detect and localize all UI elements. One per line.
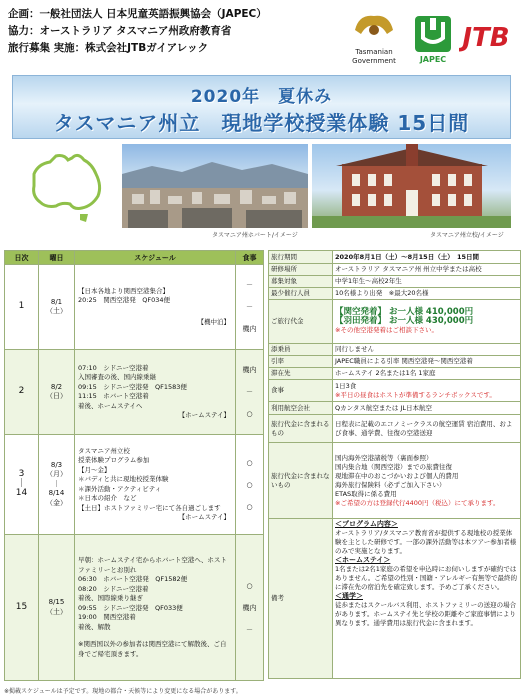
schedule-note: ※関西国以外の参加者は関西空港にて解散後、ご自身でご帰宅頂きます。	[78, 640, 227, 658]
svg-text:Government: Government	[352, 57, 396, 65]
organizer-line: 企画：一般社団法人 日本児童英語振興協会（JAPEC）	[8, 8, 267, 20]
schedule-line: ＊バディと共に現地校授業体験	[78, 475, 169, 483]
schedule-footnote: ※掲載スケジュールは予定です。現地の都合・天候等により変更になる場合があります。	[4, 688, 242, 695]
price-haneda: 【羽田発着】 お一人様 430,000円	[335, 316, 474, 326]
meal-dinner: ○	[246, 410, 253, 418]
meal-lunch: ○	[246, 480, 253, 489]
day-meals	[236, 535, 264, 681]
info-key: 食事	[269, 380, 333, 402]
meal-lunch: －	[246, 388, 253, 396]
schedule-line: 20:25 関西空港発 QF034便	[78, 296, 170, 305]
schedule-row	[5, 535, 264, 681]
info-value: 同行しません	[333, 344, 521, 356]
price-kansai: 【関空発着】 お一人様 410,000円	[335, 307, 474, 317]
day-date: 8/15 （土）	[39, 535, 75, 681]
info-value: 日程表に記載のエコノミークラスの航空運賃 宿泊費用、および食事、通学費、往復の空港送迎	[333, 415, 521, 443]
info-key: 備考	[269, 519, 333, 679]
day-meals	[236, 265, 264, 350]
schedule-line: 08:20 シドニー空港着	[78, 584, 149, 593]
schedule-line: 11:15 ホバート空港着	[78, 392, 149, 400]
schedule-line: 入国審査の後、国内線乗継	[78, 373, 156, 381]
day-meals	[236, 350, 264, 435]
schedule-stay-label: 【ホームステイ】	[178, 513, 230, 521]
schedule-stay-label: 【機中泊】	[197, 317, 230, 326]
day-number: 2	[5, 350, 39, 435]
info-key: 利用航空会社	[269, 402, 333, 415]
info-row	[269, 276, 521, 288]
day-schedule	[75, 535, 236, 681]
info-value: ホームステイ 2名または1名 1家庭	[333, 368, 521, 380]
info-row	[269, 356, 521, 368]
remarks-program-heading: ＜プログラム内容＞	[335, 520, 398, 528]
schedule-line: 07:10 シドニー空港着	[78, 363, 149, 372]
svg-text:Tasmanian: Tasmanian	[355, 48, 393, 56]
info-row	[269, 368, 521, 380]
info-value	[333, 519, 521, 679]
day-number: 1	[5, 265, 39, 350]
schedule-header-schedule: スケジュール	[75, 251, 236, 265]
logo-group	[343, 6, 513, 68]
schedule-line: 【土日】ホストファミリー宅にて各自過ごします	[78, 503, 221, 512]
schedule-stay-label: 【ホームステイ】	[178, 411, 230, 419]
operator-line: 旅行募集 実施：株式会社JTBガイアレック	[8, 42, 209, 54]
info-key: 滞在先	[269, 368, 333, 380]
meal-breakfast: ○	[246, 581, 253, 590]
day-schedule	[75, 265, 236, 350]
schedule-line: タスマニア州立校	[78, 446, 130, 455]
city-photo-caption: タスマニア州ホバート/イメージ	[212, 232, 298, 239]
schedule-table	[4, 250, 264, 681]
hobart-city-photo	[122, 144, 308, 228]
info-key: 最少催行人員	[269, 288, 333, 300]
info-row	[269, 402, 521, 415]
school-building-photo	[312, 144, 511, 228]
info-row	[269, 251, 521, 264]
meal-lunch: 機内	[242, 603, 257, 612]
info-row	[269, 288, 521, 300]
australia-map-image	[12, 144, 120, 228]
organizer-header	[8, 6, 348, 57]
day-number: 3 ｜ 14	[5, 435, 39, 535]
day-date: 8/3 （月） ｜ 8/14 （金）	[39, 435, 75, 535]
schedule-line: 着後、解散	[78, 622, 111, 631]
info-value: 2020年8月1日（土）～8月15日（土） 15日間	[333, 251, 521, 264]
schedule-line: 09:55 シドニー空港発 QF033便	[78, 603, 183, 612]
meal-dinner: －	[246, 625, 253, 634]
exclusion-line: ETAS取得に係る費用	[335, 489, 397, 498]
tasmanian-government-logo	[343, 6, 405, 68]
day-date: 8/1 （土）	[39, 265, 75, 350]
schedule-line: 【月～金】	[78, 465, 111, 474]
exclusion-line: 現地滞在中のおこづかいおよび個人的費用	[335, 471, 459, 480]
info-row	[269, 380, 521, 402]
banner-title-main: タスマニア州立 現地学校授業体験 15日間	[53, 111, 470, 135]
info-value	[333, 300, 521, 344]
remarks-homestay-heading: ＜ホームステイ＞	[335, 556, 391, 564]
exclusion-line: 海外旅行保険料（必ずご加入下さい）	[335, 480, 446, 489]
schedule-line: 着後、ホームステイへ	[78, 401, 143, 410]
schedule-line: 09:15 シドニー空港発 QF1583便	[78, 382, 187, 391]
info-value: 10名様より出発 ※最大20名様	[333, 288, 521, 300]
schedule-header-day: 日次	[5, 251, 39, 265]
japec-logo	[413, 14, 453, 64]
schedule-line: 早朝：ホームステイ宅からホバート空港へ、ホストファミリーとお別れ	[78, 556, 227, 574]
schedule-header-date: 曜日	[39, 251, 75, 265]
meal-breakfast: ○	[246, 458, 253, 467]
info-row	[269, 264, 521, 276]
info-row	[269, 415, 521, 443]
info-key: 添乗員	[269, 344, 333, 356]
remarks-commute-text: 徒歩またはスクールバス利用、ホストファミリーの送迎の場合があります。ホームステイ先と学校の距離やご家庭事情により異なります。通学費用は旅行代金に含まれます。	[335, 601, 517, 627]
info-row	[269, 519, 521, 679]
exclusion-line: 国内海外空港諸税等（裏面参照）	[335, 453, 433, 462]
photo-strip	[12, 144, 511, 238]
schedule-line: ＊日本の紹介 など	[78, 494, 137, 502]
title-banner	[12, 75, 511, 139]
schedule-line: 06:30 ホバート空港発 QF1582便	[78, 575, 188, 583]
svg-text:JAPEC: JAPEC	[419, 55, 447, 64]
meal-breakfast: 機内	[242, 366, 257, 374]
schedule-line: ＊課外活動・アクティビティ	[78, 484, 162, 493]
svg-text:JTB: JTB	[462, 23, 510, 53]
info-value: Qカンタス航空または JL日本航空	[333, 402, 521, 415]
info-row	[269, 300, 521, 344]
schedule-line: 授業体験プログラム参加	[78, 456, 150, 464]
schedule-line: 【日本各地より関西空港集合】	[78, 286, 169, 295]
day-schedule	[75, 435, 236, 535]
schedule-row	[5, 350, 264, 435]
day-number: 15	[5, 535, 39, 681]
remarks-commute-heading: ＜通学＞	[335, 592, 363, 600]
cooperation-line: 協力：オーストラリア タスマニア州政府教育省	[8, 25, 232, 37]
school-photo-caption: タスマニア州立校/イメージ	[430, 232, 504, 239]
info-row	[269, 344, 521, 356]
info-row	[269, 443, 521, 519]
schedule-row	[5, 265, 264, 350]
remarks-homestay-text: 1名または2名1家庭の希望を申込時にお伺いしますが確約ではありません。ご希望の性別・国籍・アレルギー有無等で最終的に滞在先の宿泊先を確定致します。予めご了承ください。	[335, 565, 517, 591]
info-key: 募集対象	[269, 276, 333, 288]
etas-note: ※ご希望の方は登録代行4400円（税込）にて承ります。	[335, 498, 500, 507]
info-key: 旅行代金に含まれないもの	[269, 443, 333, 519]
info-key: 旅行代金に含まれるもの	[269, 415, 333, 443]
meal-breakfast: －	[246, 281, 253, 289]
meal-lunch: －	[246, 303, 253, 311]
exclusion-line: 国内集合地（関西空港）までの旅費往復	[335, 462, 452, 471]
day-schedule	[75, 350, 236, 435]
schedule-header-meals: 食事	[236, 251, 264, 265]
day-meals	[236, 435, 264, 535]
day-date: 8/2 （日）	[39, 350, 75, 435]
tour-info-table	[268, 250, 521, 679]
schedule-line: 19:00 関西空港着	[78, 613, 136, 621]
info-value: 中学1年生～高校2年生	[333, 276, 521, 288]
info-key: 旅行期間	[269, 251, 333, 264]
schedule-line: 着後、国際線乗り継ぎ	[78, 594, 143, 602]
info-key: ご旅行代金	[269, 300, 333, 344]
banner-title-year: 2020年 夏休み	[190, 87, 333, 107]
info-value	[333, 380, 521, 402]
remarks-program-text: オーストラリア/タスマニア教育省が提供する現地校の授業体験を主とした研修です。一部の課外活動等は本ツアー参加者様のみで実施となります。	[335, 529, 517, 555]
meal-note: ※平日の昼食はホストが準備するランチボックスです。	[335, 390, 496, 399]
meal-info: 1日3食	[335, 381, 357, 390]
jtb-logo	[459, 18, 513, 54]
info-value: オーストラリア タスマニア州 州立中学または高校	[333, 264, 521, 276]
meal-dinner: 機内	[242, 325, 257, 333]
info-value: JAPEC職員による引率 関西空港発～関西空港着	[333, 356, 521, 368]
info-key: 引率	[269, 356, 333, 368]
info-key: 研修場所	[269, 264, 333, 276]
info-value	[333, 443, 521, 519]
meal-dinner: ○	[246, 502, 253, 511]
price-note: ※その他空港発着はご相談下さい。	[335, 326, 438, 334]
schedule-row	[5, 435, 264, 535]
